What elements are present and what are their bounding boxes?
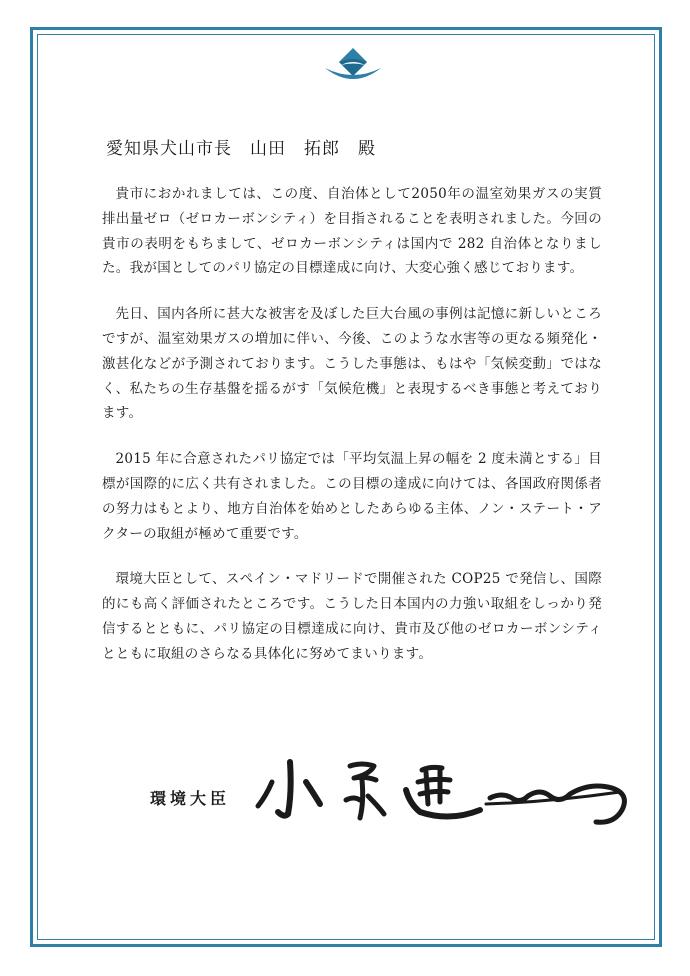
letter-body [102, 182, 602, 688]
ministry-emblem-icon [321, 46, 385, 86]
signature-block [150, 752, 650, 842]
addressee: 愛知県犬山市長 山田 拓郎 殿 [106, 139, 376, 159]
paragraph-1: 貴市におかれましては、この度、自治体として2050年の温室効果ガスの実質排出量ゼロ（ゼロカーボンシティ）を目指されることを表明されました。今回の貴市の表明をもちまして、ゼロカーボンシティは国内で 282 自治体となりました。我が国としてのパリ協定の目標達成に向け、大変心強く感じております。 [102, 186, 602, 277]
paragraph-4: 環境大臣として、スペイン・マドリードで開催された COP25 で発信し、国際的にも高く評価されたところです。こうした日本国内の力強い取組をしっかり発信するとともに、パリ協定の目標達成に向け、貴市及び他のゼロカーボンシティとともに取組のさらなる具体化に努めてまいります。 [102, 571, 602, 662]
handwritten-signature-icon [250, 752, 650, 842]
paragraph-3: 2015 年に合意されたパリ協定では「平均気温上昇の幅を 2 度未満とする」目標が国際的に広く共有されました。この目標の達成に向けては、各国政府関係者の努力はもとより、地方自治体を始めとしたあらゆる主体、ノン・ステート・アクターの取組が極めて重要です。 [102, 451, 602, 542]
signer-title: 環境大臣 [150, 789, 231, 808]
paragraph-2: 先日、国内各所に甚大な被害を及ぼした巨大台風の事例は記憶に新しいところですが、温室効果ガスの増加に伴い、今後、このような水害等の更なる頻発化・激甚化などが予測されております。こうした事態は、もはや「気候変動」ではなく、私たちの生存基盤を揺るがす「気候危機」と表現するべき事態と考えております。 [102, 306, 602, 422]
